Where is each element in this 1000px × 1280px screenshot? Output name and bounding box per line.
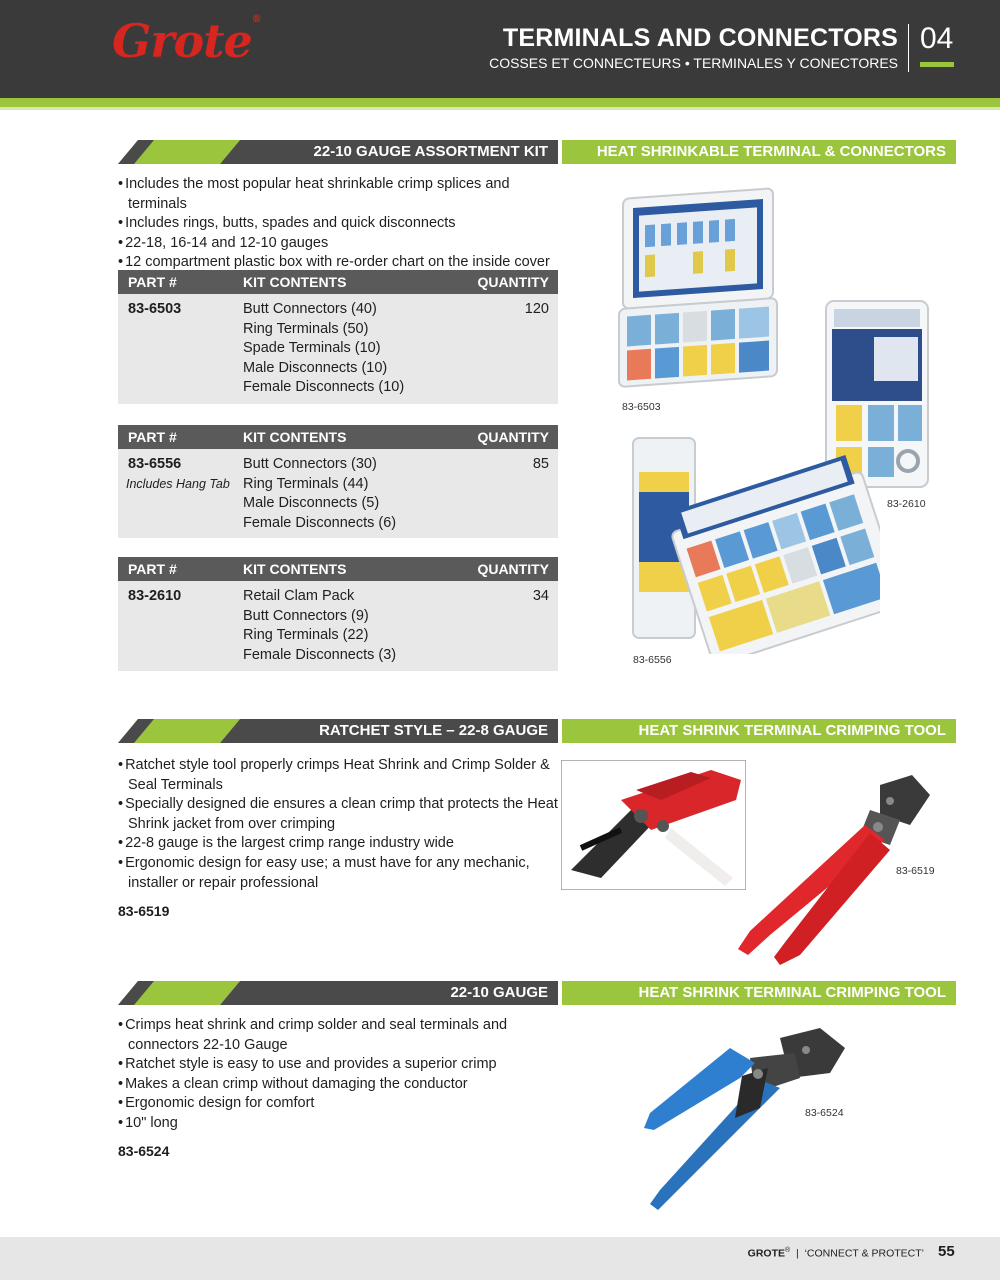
header-part: PART # xyxy=(128,429,177,445)
page-header xyxy=(0,0,1000,98)
bullet-item: • 12 compartment plastic box with re-order chart on the inside cover xyxy=(118,253,563,273)
bullet-item: • Ergonomic design for comfort xyxy=(118,1094,563,1114)
content-item: Female Disconnects (3) xyxy=(243,646,397,663)
title-divider xyxy=(908,24,909,72)
bullet-item: • Includes rings, butts, spades and quick disconnects xyxy=(118,214,563,234)
bullet-item: • Ergonomic design for easy use; a must have for any mechanic, installer or repair professional xyxy=(118,854,563,893)
crimp-tool-closeup-image xyxy=(561,760,746,890)
header-contents: KIT CONTENTS xyxy=(243,274,347,290)
kit-table-83-6556 xyxy=(118,425,558,538)
page-number: 55 xyxy=(938,1243,955,1260)
quantity: 85 xyxy=(532,456,549,472)
header-quantity: QUANTITY xyxy=(477,274,549,290)
content-item: Butt Connectors (30) xyxy=(243,456,377,472)
page-footer xyxy=(0,1237,1000,1280)
category-title: HEAT SHRINKABLE TERMINAL & CONNECTORS xyxy=(596,143,946,160)
section-bar-assortment-kit xyxy=(118,140,558,164)
image-caption: 83-6524 xyxy=(805,1107,844,1119)
part-number: 83-6519 xyxy=(118,903,170,919)
footer-tagline: GROTE® | ‘CONNECT & PROTECT’ xyxy=(747,1247,924,1260)
kit-83-6503-image xyxy=(605,180,780,395)
kit-83-6556-image xyxy=(625,432,880,654)
category-bar-crimping-tool xyxy=(562,981,956,1005)
image-caption: 83-2610 xyxy=(887,498,926,510)
part-number: 83-6503 xyxy=(128,301,182,317)
kit-contents xyxy=(243,455,396,533)
part-number: 83-6556 xyxy=(128,456,182,472)
table-header xyxy=(118,425,558,449)
header-quantity: QUANTITY xyxy=(477,561,549,577)
header-quantity: QUANTITY xyxy=(477,429,549,445)
header-accent-stripe xyxy=(0,98,1000,107)
bullet-item: • Makes a clean crimp without damaging the conductor xyxy=(118,1075,563,1095)
chapter-underline xyxy=(920,62,954,67)
bullet-item: • 22-18, 16-14 and 12-10 gauges xyxy=(118,234,563,254)
category-title: HEAT SHRINK TERMINAL CRIMPING TOOL xyxy=(638,722,946,739)
bullet-item: • Specially designed die ensures a clean crimp that protects the Heat Shrink jacket from over crimping xyxy=(118,795,563,834)
content-item: Ring Terminals (50) xyxy=(243,320,369,337)
kit-table-83-6503 xyxy=(118,270,558,404)
section2-bullets xyxy=(118,756,563,893)
quantity: 34 xyxy=(532,588,549,604)
image-caption: 83-6556 xyxy=(633,654,672,666)
section-title: RATCHET STYLE – 22-8 GAUGE xyxy=(319,722,548,739)
content-item: Male Disconnects (5) xyxy=(243,495,380,512)
part-number: 83-2610 xyxy=(128,588,182,604)
content-item: Ring Terminals (22) xyxy=(243,627,369,644)
section-title: 22-10 GAUGE ASSORTMENT KIT xyxy=(313,143,548,160)
section-title: 22-10 GAUGE xyxy=(450,984,548,1001)
header-contents: KIT CONTENTS xyxy=(243,561,347,577)
bullet-item: • 10" long xyxy=(118,1114,563,1134)
content-item: Ring Terminals (44) xyxy=(243,475,369,492)
content-item: Spade Terminals (10) xyxy=(243,340,381,357)
section-bar-ratchet-style xyxy=(118,719,558,743)
category-bar-crimping-tool xyxy=(562,719,956,743)
header-accent-stripe-light xyxy=(0,107,1000,110)
section-bar-22-10-gauge xyxy=(118,981,558,1005)
section3-bullets xyxy=(118,1016,563,1134)
content-item: Butt Connectors (9) xyxy=(243,607,369,624)
table-header xyxy=(118,557,558,581)
category-title: HEAT SHRINK TERMINAL CRIMPING TOOL xyxy=(638,984,946,1001)
header-contents: KIT CONTENTS xyxy=(243,429,347,445)
bullet-item: • Crimps heat shrink and crimp solder and seal terminals and connectors 22-10 Gauge xyxy=(118,1016,563,1055)
kit-table-83-2610 xyxy=(118,557,558,671)
quantity: 120 xyxy=(524,301,549,317)
image-caption: 83-6503 xyxy=(622,401,661,413)
page-title: TERMINALS AND CONNECTORS xyxy=(502,24,898,52)
content-item: Female Disconnects (10) xyxy=(243,379,405,396)
bullet-item: • Ratchet style is easy to use and provides a superior crimp xyxy=(118,1055,563,1075)
grote-logo: Grote® xyxy=(112,14,261,68)
content-item: Retail Clam Pack xyxy=(243,588,355,604)
bullet-item: • 22-8 gauge is the largest crimp range industry wide xyxy=(118,834,563,854)
content-item: Female Disconnects (6) xyxy=(243,514,397,531)
kit-contents xyxy=(243,587,396,665)
chapter-number: 04 xyxy=(920,22,954,55)
image-caption: 83-6519 xyxy=(896,865,935,877)
table-header xyxy=(118,270,558,294)
page-subtitle: COSSES ET CONNECTEURS • TERMINALES Y CONECTORES xyxy=(489,55,898,71)
bullet-item: • Includes the most popular heat shrinkable crimp splices and terminals xyxy=(118,175,563,214)
header-part: PART # xyxy=(128,561,177,577)
part-number: 83-6524 xyxy=(118,1143,170,1159)
header-part: PART # xyxy=(128,274,177,290)
bullet-item: • Ratchet style tool properly crimps Heat Shrink and Crimp Solder & Seal Terminals xyxy=(118,756,563,795)
category-bar-heat-shrinkable xyxy=(562,140,956,164)
section1-bullets xyxy=(118,175,563,273)
part-note: Includes Hang Tab xyxy=(126,477,230,491)
content-item: Butt Connectors (40) xyxy=(243,301,377,317)
content-item: Male Disconnects (10) xyxy=(243,359,388,376)
kit-contents xyxy=(243,300,404,398)
